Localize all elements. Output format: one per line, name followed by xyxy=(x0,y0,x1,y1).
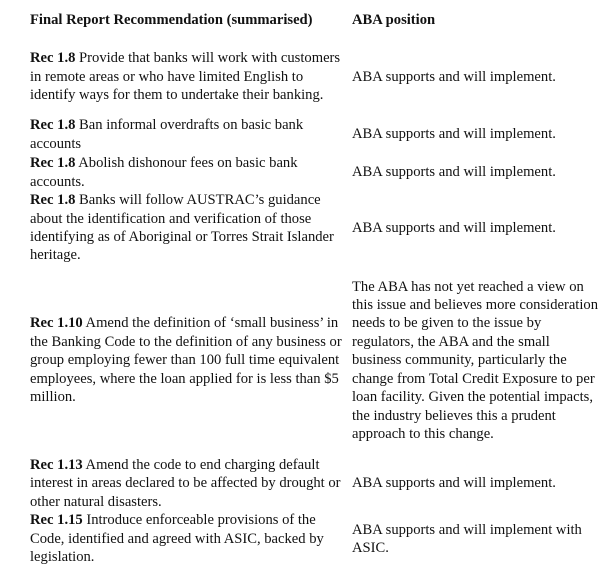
rec-text: Abolish dishonour fees on basic bank accounts. xyxy=(30,155,298,190)
rec-number: Rec 1.10 xyxy=(30,315,83,332)
recommendation-cell xyxy=(30,456,352,511)
table-header xyxy=(30,9,600,39)
recommendation-cell xyxy=(30,191,352,265)
table-row xyxy=(30,115,600,154)
rec-number: Rec 1.8 xyxy=(30,192,76,209)
rec-text: Amend the definition of ‘small business’ in the Banking Code to the definition of any business or group employing fewer than 100 full time equivalent employees, where the loan applied for is less than $5 million. xyxy=(30,315,342,406)
position-cell: ABA supports and will implement. xyxy=(352,68,556,85)
header-recommendation: Final Report Recommendation (summarised) xyxy=(30,12,313,28)
rec-text: Ban informal overdrafts on basic bank accounts xyxy=(30,117,304,152)
recommendations-table xyxy=(30,9,600,567)
table-row xyxy=(30,39,600,115)
recommendation-cell xyxy=(30,314,352,406)
recommendation-cell xyxy=(30,116,352,153)
position-cell: ABA supports and will implement. xyxy=(352,475,556,492)
rec-text: Provide that banks will work with customers in remote areas or who have limited English to identify ways for them to undertake their banking. xyxy=(30,50,341,104)
position-cell: The ABA has not yet reached a view on this issue and believes more consideration needs to be given to the issue by regulators, the ABA and the small business community, particularly the change from Total Credit Exposure to per loan facility. Given the potential impacts, the industry believes this a prudent approach to this change. xyxy=(352,278,599,442)
position-cell: ABA supports and will implement. xyxy=(352,126,556,143)
position-cell: ABA supports and will implement. xyxy=(352,219,556,236)
table-row xyxy=(30,265,600,456)
header-aba-position: ABA position xyxy=(352,12,436,28)
table-row xyxy=(30,191,600,265)
rec-number: Rec 1.15 xyxy=(30,512,83,529)
rec-number: Rec 1.8 xyxy=(30,50,76,67)
rec-text: Banks will follow AUSTRAC’s guidance about the identification and verification of those identifying as of Aboriginal or Torres Strait Islander heritage. xyxy=(30,192,334,264)
recommendation-cell xyxy=(30,511,352,566)
rec-text: Introduce enforceable provisions of the Code, identified and agreed with ASIC, backed by legislation. xyxy=(30,512,324,566)
rec-number: Rec 1.13 xyxy=(30,456,83,473)
position-cell: ABA supports and will implement with ASIC. xyxy=(352,521,582,556)
table-row xyxy=(30,154,600,191)
rec-number: Rec 1.8 xyxy=(30,155,76,172)
table-row xyxy=(30,511,600,567)
table-row xyxy=(30,456,600,511)
rec-text: Amend the code to end charging default interest in areas declared to be affected by drought or other natural disasters. xyxy=(30,456,341,510)
recommendation-cell xyxy=(30,154,352,191)
rec-number: Rec 1.8 xyxy=(30,117,76,134)
recommendation-cell xyxy=(30,49,352,104)
position-cell: ABA supports and will implement. xyxy=(352,164,556,181)
